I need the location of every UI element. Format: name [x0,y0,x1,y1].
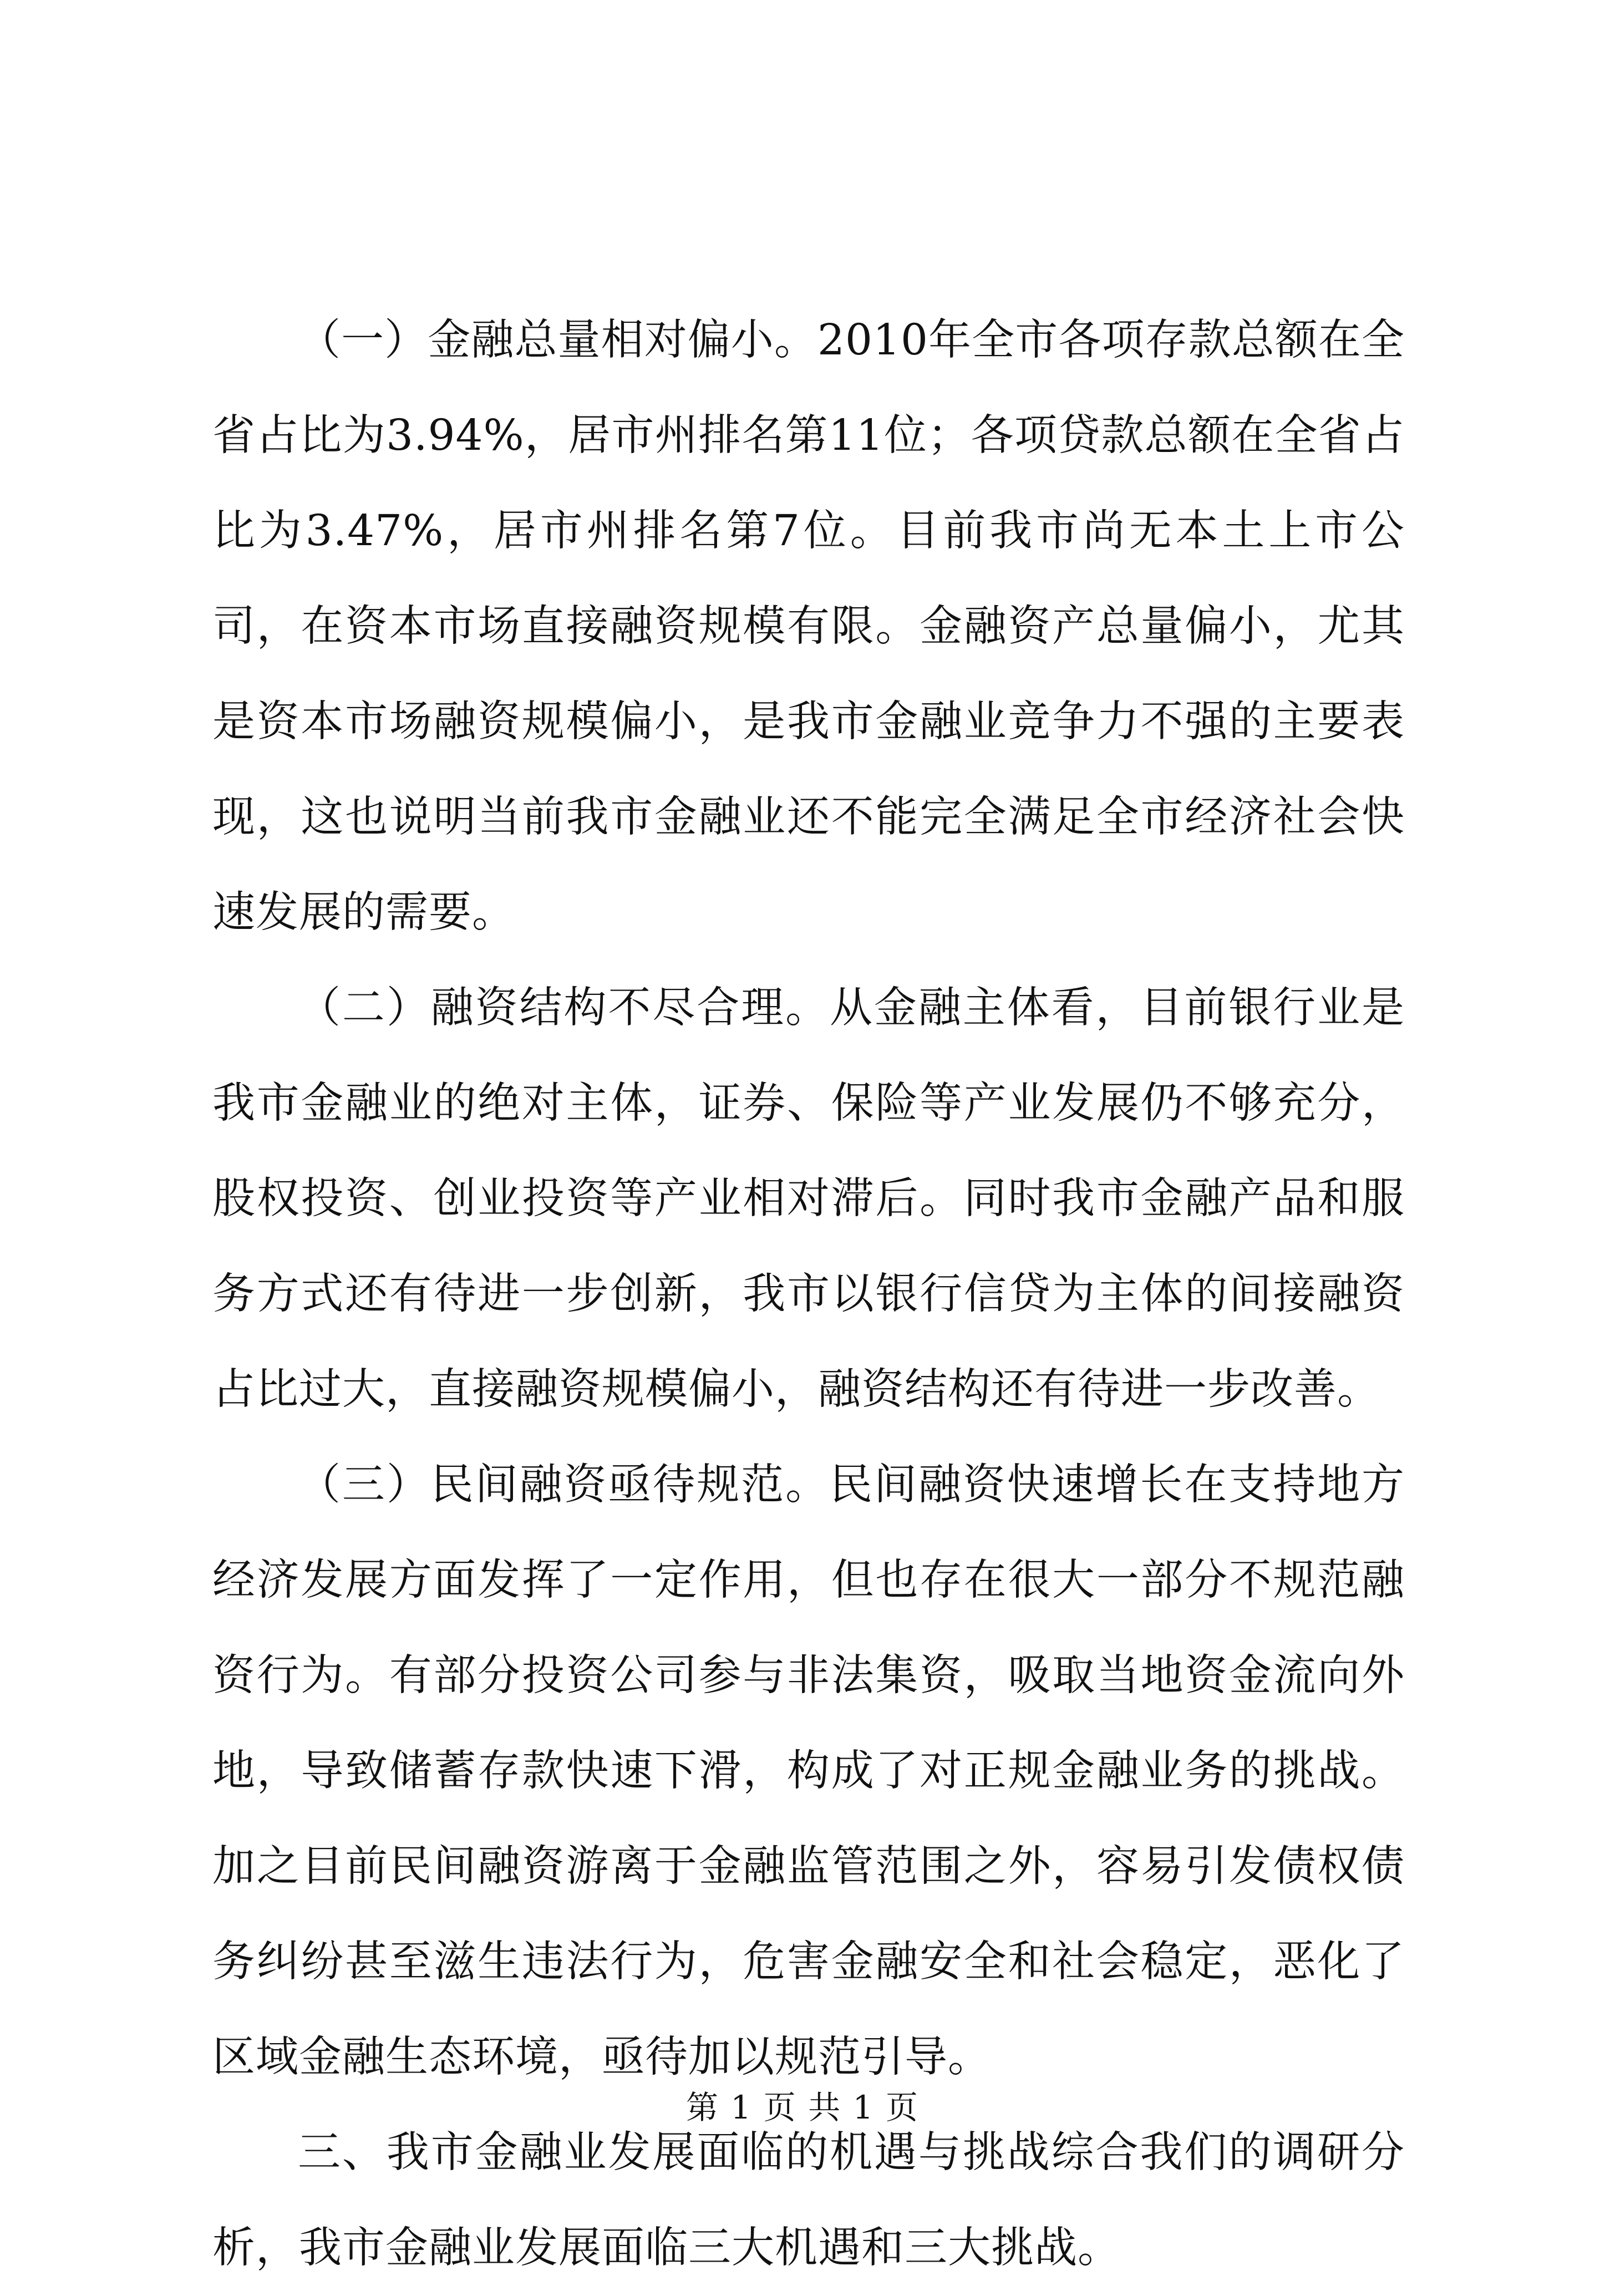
paragraph-private-financing: （三）民间融资亟待规范。民间融资快速增长在支持地方经济发展方面发挥了一定作用，但也存在很大一部分不规范融资行为。有部分投资公司参与非法集资，吸取当地资金流向外地，导致储蓄存款快速下滑，构成了对正规金融业务的挑战。加之目前民间融资游离于金融监管范围之外，容易引发债权债务纠纷甚至滋生违法行为，危害金融安全和社会稳定，恶化了区域金融生态环境，亟待加以规范引导。 [212,1460,1405,2082]
page-number-footer: 第 1 页 共 1 页 [686,2089,919,2126]
paragraph-financing-structure: （二）融资结构不尽合理。从金融主体看，目前银行业是我市金融业的绝对主体，证券、保险等产业发展仍不够充分，股权投资、创业投资等产业相对滞后。同时我市金融产品和服务方式还有待进一步创新，我市以银行信贷为主体的间接融资占比过大，直接融资规模偏小，融资结构还有待进一步改善。 [212,983,1405,1414]
paragraph-opportunities-challenges: 三、我市金融业发展面临的机遇与挑战综合我们的调研分析，我市金融业发展面临三大机遇和三大挑战。 [212,2128,1405,2273]
document-body [212,293,1405,2296]
paragraph-financial-scale: （一）金融总量相对偏小。2010年全市各项存款总额在全省占比为3.94%，居市州排名第11位；各项贷款总额在全省占比为3.47%，居市州排名第7位。目前我市尚无本土上市公司，在资本市场直接融资规模有限。金融资产总量偏小，尤其是资本市场融资规模偏小，是我市金融业竞争力不强的主要表现，这也说明当前我市金融业还不能完全满足全市经济社会快速发展的需要。 [212,316,1405,937]
